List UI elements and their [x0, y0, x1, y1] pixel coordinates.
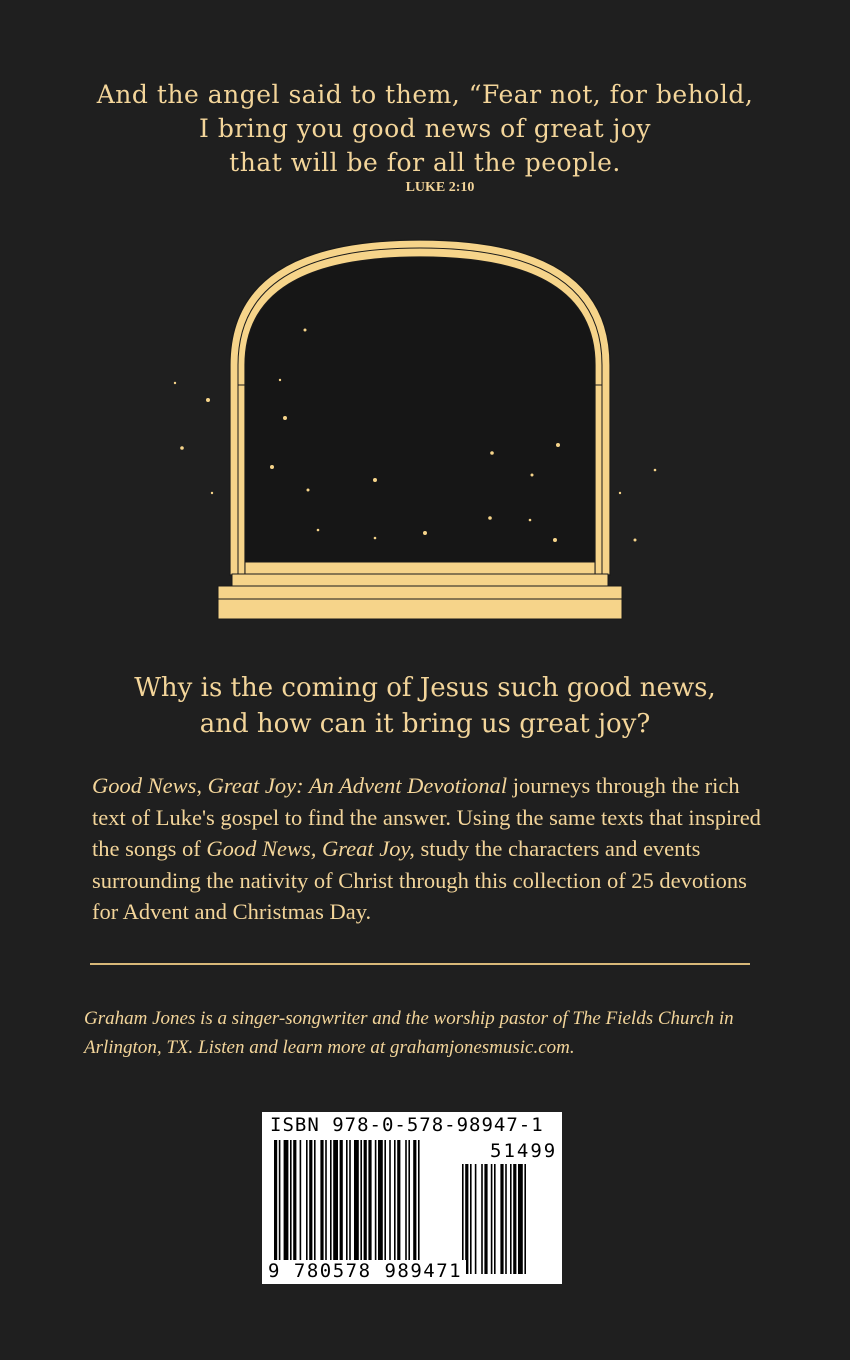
author-bio: Graham Jones is a singer-songwriter and the worship pastor of The Fields Church in Arlington, TX. Listen and learn more at grahamjonesmusic.com. [84, 1008, 734, 1058]
barcode-addon-bar [524, 1164, 526, 1274]
quote-line-1: And the angel said to them, “Fear not, for behold, [96, 80, 754, 109]
barcode-bar [340, 1140, 343, 1262]
barcode [262, 1112, 562, 1284]
barcode-bar [284, 1140, 289, 1262]
barcode-addon-bar [465, 1164, 468, 1274]
barcode-addon-bar [484, 1164, 487, 1274]
headline-question [0, 670, 850, 742]
barcode-addon-bar [510, 1164, 512, 1274]
barcode-bar [389, 1140, 391, 1262]
barcode-bar [413, 1140, 416, 1262]
barcode-addon-bar [500, 1164, 503, 1274]
barcode-bar [408, 1140, 410, 1262]
barcode-addon-bar [470, 1164, 472, 1274]
barcode-bar [346, 1140, 348, 1262]
question-line-1: Why is the coming of Jesus such good news, [134, 673, 716, 703]
quote-line-3: that will be for all the people. [229, 148, 621, 177]
barcode-bar [375, 1140, 377, 1262]
quote-reference: LUKE 2:10 [405, 180, 475, 195]
barcode-bar [293, 1140, 296, 1262]
barcode-addon-bar [475, 1164, 477, 1274]
barcode-bar [314, 1140, 316, 1262]
barcode-bar [333, 1140, 338, 1262]
barcode-bar [306, 1140, 308, 1262]
barcode-bar [309, 1140, 312, 1262]
barcode-addon-bar [505, 1164, 507, 1274]
book-description [92, 770, 762, 928]
book-title: Good News, Great Joy: An Advent Devotional [92, 773, 508, 798]
barcode-bar [354, 1140, 359, 1262]
barcode-addon-bar [462, 1164, 464, 1274]
barcode-bars [262, 1112, 562, 1284]
barcode-bar [364, 1140, 367, 1262]
question-line-2: and how can it bring us great joy? [199, 709, 651, 739]
barcode-addon-bar [481, 1164, 483, 1274]
barcode-bar [360, 1140, 362, 1262]
barcode-addon-bar [491, 1164, 493, 1274]
barcode-addon-bar [494, 1164, 496, 1274]
barcode-bar [290, 1140, 292, 1262]
barcode-addon-bar [513, 1164, 516, 1274]
barcode-bar [320, 1140, 323, 1262]
barcode-bar [330, 1140, 332, 1262]
description-part-1: journeys through the rich text of Luke's gospel to find the answer. Using the same texts that inspired the songs of [92, 773, 761, 861]
barcode-bar [274, 1140, 277, 1262]
price-code: 51499 [490, 1140, 558, 1162]
barcode-bar [397, 1140, 400, 1262]
barcode-bar [349, 1140, 351, 1262]
barcode-bar [325, 1140, 327, 1262]
barcode-bar [405, 1140, 407, 1262]
description-part-2: study the characters and events surrounding the nativity of Christ through this collection of 25 devotions for Advent and Christmas Day. [92, 836, 747, 924]
divider [90, 963, 750, 965]
barcode-bar [300, 1140, 302, 1262]
barcode-bar [378, 1140, 383, 1262]
epigraph-quote [0, 78, 850, 180]
barcode-bar [368, 1140, 371, 1262]
barcode-bar [394, 1140, 396, 1262]
quote-line-2: I bring you good news of great joy [199, 114, 651, 143]
songs-title: Good News, Great Joy, [206, 836, 415, 861]
barcode-bar [418, 1140, 420, 1262]
arch-illustration [160, 235, 680, 625]
barcode-bar [279, 1140, 281, 1262]
barcode-digits: 9 780578 989471 [268, 1260, 466, 1282]
barcode-addon-bar [518, 1164, 523, 1274]
isbn-label: ISBN 978-0-578-98947-1 [270, 1114, 544, 1136]
barcode-bar [384, 1140, 386, 1262]
